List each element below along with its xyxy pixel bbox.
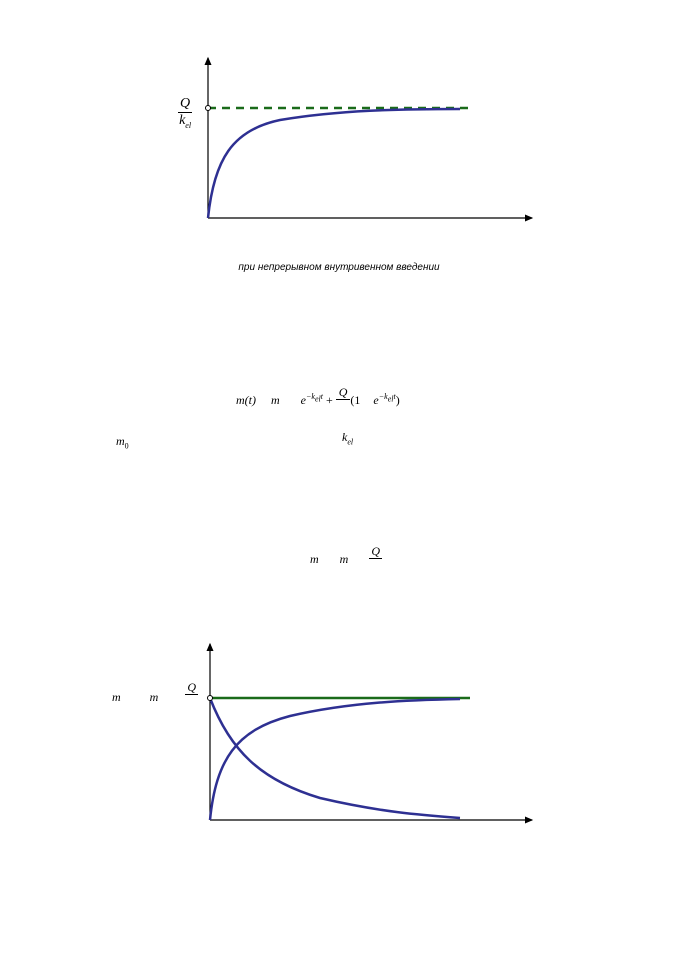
formula2-q: Q	[371, 544, 381, 558]
formula-exp1: −k	[306, 392, 315, 401]
formula-kel: $k_{el}$	[342, 430, 354, 447]
formula-exp2: −k	[378, 392, 388, 401]
formula-exp2-base: e	[373, 393, 379, 407]
formula-m: m	[271, 393, 280, 407]
decay-curve-2	[210, 698, 460, 818]
formula-exp1-t: t	[320, 392, 323, 401]
chart2-label-m1: m	[112, 690, 121, 704]
y-label-denominator-sub: el	[185, 120, 192, 130]
formula-lhs: m(t)	[236, 393, 256, 407]
y-axis-marker	[206, 106, 211, 111]
chart2-label-q: Q	[187, 680, 197, 694]
formula-exp2-t: t	[393, 392, 396, 401]
accumulation-curve	[208, 109, 460, 218]
formula-close: )	[395, 393, 400, 407]
formula2-m2: m	[339, 552, 349, 566]
chart1-y-label	[178, 96, 192, 134]
formula2-m1: m	[310, 552, 319, 566]
formula2-line	[310, 544, 382, 567]
formula-exp-base: e	[300, 393, 306, 407]
chart2-label	[112, 680, 198, 705]
y-axis-marker-2	[208, 696, 213, 701]
formula-plus: +	[325, 393, 333, 407]
y-label-numerator: Q	[180, 96, 191, 111]
y-label-denominator: k	[179, 113, 186, 128]
formula-open: (1	[350, 393, 361, 407]
chart2-label-m2: m	[149, 690, 159, 704]
formula-exp2-sub: el	[387, 394, 394, 404]
formula-m0: $m_0$	[116, 434, 129, 451]
formula-frac-num: Q	[336, 386, 351, 400]
chart1-caption: при непрерывном внутривенном введении	[238, 262, 440, 273]
formula-exp1-sub: el	[314, 394, 321, 404]
formula-line	[236, 385, 400, 414]
